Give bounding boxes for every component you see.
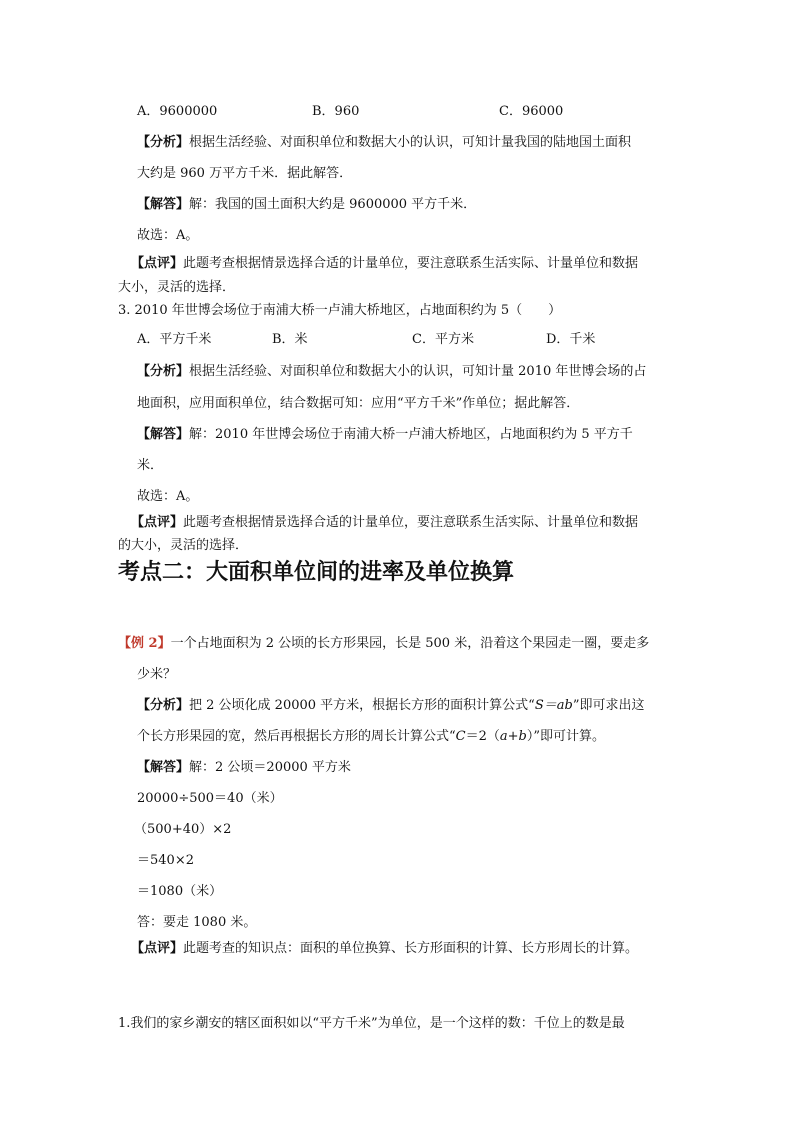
answer-text: 解：我国的国土面积大约是 9600000 平方千米． [189, 197, 477, 212]
perimeter-formula-var: C [455, 729, 466, 744]
analysis-line [137, 134, 631, 152]
analysis-line [137, 363, 646, 381]
analysis-line: 大约是 960 万平方千米．据此解答． [137, 166, 353, 181]
analysis-line [137, 728, 605, 746]
question-stem: 3. 2010 年世博会场位于南浦大桥一卢浦大桥地区，占地面积约为 5（ ） [118, 303, 562, 318]
comment-line [131, 514, 638, 532]
section-heading: 考点二：大面积单位间的进率及单位换算 [118, 560, 515, 585]
comment-text: 此题考查的知识点：面积的单位换算、长方形面积的计算、长方形周长的计算。 [183, 941, 639, 956]
calc-step: 20000÷500＝40（米） [137, 791, 283, 806]
answer-tag: 【解答】 [137, 427, 190, 442]
answer-tag: 【解答】 [137, 197, 190, 212]
analysis-line [137, 697, 644, 715]
comment-line [131, 940, 638, 958]
answer-line [137, 196, 476, 214]
comment-tag: 【点评】 [131, 256, 184, 271]
option-a: A．9600000 [137, 104, 218, 119]
example-stem [118, 635, 649, 653]
comment-text: 此题考查根据情景选择合适的计量单位，要注意联系生活实际、计量单位和数据 [183, 515, 639, 530]
analysis-text: ”即可计算。 [533, 729, 606, 744]
option-c: C．96000 [499, 104, 564, 119]
comment-text: 此题考查根据情景选择合适的计量单位，要注意联系生活实际、计量单位和数据 [183, 256, 639, 271]
option-c: C．平方米 [412, 332, 474, 347]
comment-tag: 【点评】 [131, 941, 184, 956]
calc-step: ＝540×2 [137, 853, 194, 868]
comment-line: 大小，灵活的选择． [118, 280, 236, 295]
answer-line [137, 759, 351, 777]
analysis-text: ”即可求出这 [572, 698, 645, 713]
comment-line [131, 255, 638, 273]
final-answer: 答：要走 1080 米。 [137, 915, 257, 930]
analysis-text: 根据生活经验、对面积单位和数据大小的认识，可知计量 2010 年世博会场的占 [189, 364, 647, 379]
analysis-tag: 【分析】 [137, 135, 190, 150]
answer-text: 解：2 公顷＝20000 平方米 [189, 760, 351, 775]
option-b: B．960 [312, 104, 360, 119]
answer-tag: 【解答】 [137, 760, 190, 775]
perimeter-formula-text: ＝2（ [465, 729, 500, 744]
analysis-line: 地面积，应用面积单位，结合数据可知：应用“平方千米”作单位；据此解答． [137, 396, 580, 411]
choice-line: 故选：A。 [137, 228, 199, 243]
answer-line: 米． [137, 458, 164, 473]
comment-tag: 【点评】 [131, 515, 184, 530]
calc-step: （500+40）×2 [134, 822, 232, 837]
choice-line: 故选：A。 [137, 489, 199, 504]
analysis-text: 根据生活经验、对面积单位和数据大小的认识，可知计量我国的陆地国土面积 [189, 135, 632, 150]
example-tag: 【例 2】 [118, 636, 171, 651]
analysis-tag: 【分析】 [137, 364, 190, 379]
analysis-tag: 【分析】 [137, 698, 190, 713]
analysis-text: 个长方形果园的宽，然后再根据长方形的周长计算公式“ [137, 729, 456, 744]
option-b: B．米 [272, 332, 308, 347]
example-stem: 少米？ [137, 667, 177, 682]
comment-line: 的大小，灵活的选择． [118, 538, 249, 553]
question-stem: 1.我们的家乡潮安的辖区面积如以“平方千米”为单位，是一个这样的数：千位上的数是最 [118, 1016, 625, 1031]
area-formula: S＝ab [534, 698, 573, 713]
calc-step: ＝1080（米） [137, 884, 223, 899]
perimeter-formula-var: a+b [499, 729, 527, 744]
option-a: A．平方千米 [137, 332, 212, 347]
answer-line [137, 426, 633, 444]
analysis-text: 把 2 公顷化成 20000 平方米，根据长方形的面积计算公式“ [189, 698, 535, 713]
answer-text: 解：2010 年世博会场位于南浦大桥一卢浦大桥地区，占地面积约为 5 平方千 [189, 427, 633, 442]
option-d: D．千米 [546, 332, 596, 347]
example-text: 一个占地面积为 2 公顷的长方形果园，长是 500 米，沿着这个果园走一圈，要走多 [170, 636, 650, 651]
perimeter-formula-text: ） [526, 729, 534, 744]
